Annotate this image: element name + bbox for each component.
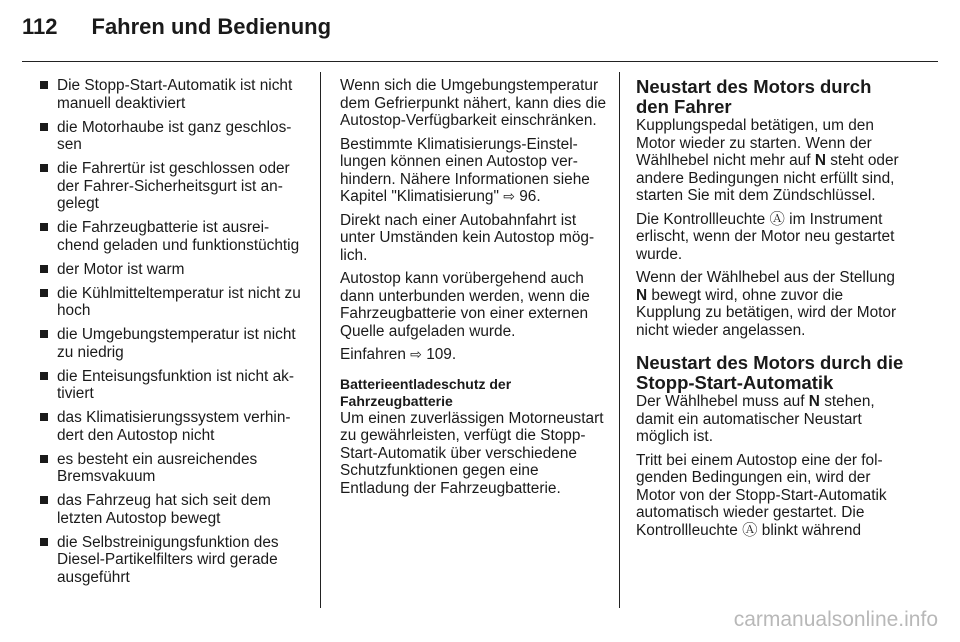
autostop-indicator-icon: Ⓐ: [742, 521, 758, 539]
column-middle: [340, 77, 608, 503]
list-item: [40, 368, 305, 403]
list-item: [40, 409, 305, 444]
list-item: [40, 219, 305, 254]
bullet-square-icon: [40, 289, 48, 297]
column-restart: [636, 77, 906, 545]
bullet-square-icon: [40, 330, 48, 338]
list-item-text: Die Stopp-Start-Automatik ist nicht manuell deaktiviert: [57, 77, 293, 112]
list-item-text: die Fahrzeugbatterie ist ausreichend geladen und funktionstüchtig: [57, 219, 300, 254]
page-ref-96[interactable]: 96.: [519, 188, 541, 205]
list-item-text: die Umgebungstemperatur ist nicht zu niedrig: [57, 326, 296, 361]
list-item: [40, 119, 305, 154]
bullet-square-icon: [40, 123, 48, 131]
list-item-text: die Enteisungsfunktion ist nicht aktiviert: [57, 367, 294, 402]
column-divider-right: [619, 72, 620, 608]
list-item: [40, 160, 305, 213]
bullet-square-icon: [40, 496, 48, 504]
column-divider-left: [320, 72, 321, 608]
autostop-indicator-icon: Ⓐ: [769, 210, 785, 228]
list-item-text: der Motor ist warm: [57, 260, 185, 278]
header-rule: [22, 61, 938, 62]
list-item-text: das Klimatisierungssystem verhindert den Autostop nicht: [57, 409, 291, 444]
paragraph-highway: Direkt nach einer Autobahnfahrt ist unter Umständen kein Autostop möglich.: [340, 211, 595, 264]
page-ref-109[interactable]: 109.: [426, 346, 457, 363]
list-item-text: die Selbstreinigungsfunktion des Diesel-Partikelfilters wird gerade ausgeführt: [57, 533, 279, 586]
paragraph-clutch: Kupplungspedal betätigen, um den Motor wieder zu starten. Wenn der Wählhebel nicht mehr auf N steht oder andere Bedingungen nicht erfüllt sind, starten Sie mit dem Zündschlüssel.: [636, 117, 899, 204]
page-ref-icon: ⇨: [410, 346, 422, 362]
column-conditions: [40, 77, 305, 593]
page-header: [22, 14, 331, 50]
list-item: [40, 326, 305, 361]
bullet-square-icon: [40, 81, 48, 89]
gear-n-label: N: [814, 152, 826, 169]
list-item: [40, 77, 305, 112]
heading-restart-driver: Neustart des Motors durch den Fahrer: [636, 76, 872, 117]
paragraph-running-in: Einfahren ⇨ 109.: [340, 346, 457, 363]
paragraph-conditions-restart: Tritt bei einem Autostop eine der folgenden Bedingungen ein, wird der Motor von der Stopp-Start-Automatik automatisch wieder gestartet. Die Kontrollleuchte Ⓐ blinkt während: [636, 451, 887, 539]
list-item: [40, 285, 305, 320]
paragraph-battery-protection: Um einen zuverlässigen Motorneustart zu gewährleisten, verfügt die Stopp-Start-Automatik über verschiedene Schutzfunktionen gegen eine Entladung der Fahrzeugbatterie.: [340, 409, 604, 497]
bullet-square-icon: [40, 265, 48, 273]
list-item: [40, 451, 305, 486]
bullet-square-icon: [40, 538, 48, 546]
list-item: [40, 534, 305, 587]
paragraph-external-charge: Autostop kann vorübergehend auch dann unterbunden werden, wenn die Fahrzeugbatterie von einer externen Quelle aufgeladen wurde.: [340, 270, 590, 340]
paragraph-indicator: Die Kontrollleuchte Ⓐ im Instrument erlischt, wenn der Motor neu gestartet wurde.: [636, 210, 895, 263]
bullet-square-icon: [40, 164, 48, 172]
conditions-list: [40, 77, 305, 586]
bullet-square-icon: [40, 455, 48, 463]
list-item: [40, 492, 305, 527]
gear-n-label: N: [808, 393, 820, 410]
page-ref-icon: ⇨: [503, 188, 515, 204]
paragraph-lever: Wenn der Wählhebel aus der Stellung N bewegt wird, ohne zuvor die Kupplung zu betätigen, wird der Motor nicht wieder angelassen.: [636, 269, 897, 339]
list-item-text: die Kühlmitteltemperatur ist nicht zu hoch: [57, 284, 301, 319]
list-item-text: es besteht ein ausreichendes Bremsvakuum: [57, 450, 258, 485]
heading-restart-automatic: Neustart des Motors durch die Stopp-Start-Automatik: [636, 352, 904, 393]
watermark: carmanualsonline.info: [733, 608, 938, 631]
bullet-square-icon: [40, 223, 48, 231]
paragraph-automatic-restart: Der Wählhebel muss auf N stehen, damit ein automatischer Neustart möglich ist.: [636, 393, 875, 445]
paragraph-temperature: Wenn sich die Umgebungstemperatur dem Gefrierpunkt nähert, kann dies die Autostop-Verfügbarkeit einschränken.: [340, 77, 607, 129]
list-item-text: das Fahrzeug hat sich seit dem letzten Autostop bewegt: [57, 492, 271, 527]
paragraph-climate: Bestimmte Klimatisierungs-Einstellungen können einen Autostop verhindern. Nähere Informationen siehe Kapitel "Klimatisierung" ⇨ 96.: [340, 135, 590, 205]
subheading-battery-protection: Batterieentladeschutz der Fahrzeugbatterie: [340, 375, 512, 409]
list-item-text: die Motorhaube ist ganz geschlossen: [57, 118, 292, 153]
bullet-square-icon: [40, 372, 48, 380]
list-item-text: die Fahrertür ist geschlossen oder der Fahrer-Sicherheitsgurt ist angelegt: [57, 160, 290, 212]
list-item: [40, 261, 305, 279]
page-title: Fahren und Bedienung: [91, 14, 332, 39]
gear-n-label: N: [636, 286, 648, 304]
page-number: 112: [22, 14, 58, 39]
bullet-square-icon: [40, 413, 48, 421]
